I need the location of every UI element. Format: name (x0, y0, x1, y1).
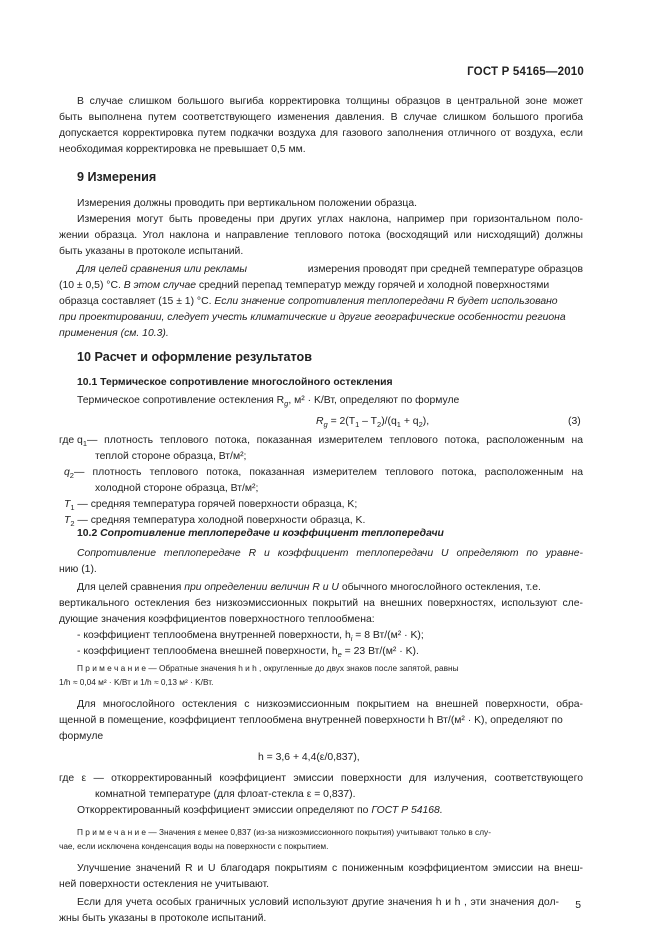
note: чае, если исключена конденсация воды на поверхности с покрытием. (59, 841, 329, 851)
subsection-10-1-title: 10.1 Термическое сопротивление многослойного остекления (77, 377, 393, 388)
where-item: $T_2$ — средняя температура холодной поверхности образца, K. (64, 515, 366, 529)
where-item: $T_1$ — средняя температура горячей поверхности образца, K; (64, 499, 358, 513)
formula-3: $R_g = 2(T_1 - T_2)/(q_1 + q_2)$, (316, 416, 430, 430)
where-item: где $q_1$ — плотность теплового потока, показанная измерителем теплового потока, расположенным на (59, 435, 583, 449)
intro-line: В случае слишком большого выгиба корректировка толщины образцов в центральной зоне может (77, 96, 583, 107)
s9-text: образца составляет (15 ± 1) °С. (59, 296, 215, 307)
s10-paragraph: Для многослойного остекления с низкоэмиссионным покрытием на внешней поверхности, обра- (77, 699, 583, 710)
document-header: ГОСТ Р 54165—2010 (467, 66, 584, 78)
intro-line: допускается корректировка путем подкачки воздуха для газового заполнения отличного от воздуха, если (59, 128, 583, 139)
s10-paragraph: дующие значения коэффициентов поверхностного теплообмена: (59, 614, 375, 625)
s9-italic-phrase: Для целей сравнения или рекламы (77, 264, 248, 275)
s9-text: средний перепад температур между горячей и холодной поверхностями (196, 280, 550, 291)
note: П р и м е ч а н и е — Значения ε менее 0,837 (из-за низкоэмиссионного покрытия) учитывают только в слу- (77, 827, 491, 837)
s9-paragraph: применения (см. 10.3). (59, 328, 169, 339)
s9-paragraph: при проектировании, следует учесть климатические и другие географические особенности региона (59, 312, 566, 323)
s10-paragraph: Откорректированный коэффициент эмиссии определяют по ГОСТ Р 54168. (77, 805, 443, 816)
s9-paragraph (59, 294, 583, 310)
formula-hi: h = 3,6 + 4,4(ε/0,837), (258, 752, 360, 763)
s10-paragraph: Улучшение значений R и U благодаря покрытиям с пониженным коэффициентом эмиссии на внеш- (77, 863, 583, 874)
s9-paragraph: Измерения должны проводить при вертикальном положении образца. (77, 198, 418, 209)
note: 1/h ≈ 0,04 м² · K/Вт и 1/h ≈ 0,13 м² · K/Вт. (59, 677, 214, 687)
formula-3-number: (3) (568, 416, 581, 427)
intro-line: быть выполнена путем соответствующего изменения давления. В случае слишком большого прогиба (59, 112, 583, 123)
where-item: комнатной температуре (для флоат-стекла ε = 0,837). (95, 789, 356, 800)
s9-paragraph (77, 262, 583, 278)
intro-line: необходимая корректировка не превышает 0,5 мм. (59, 144, 306, 155)
s9-paragraph: жении образца. Угол наклона и направление теплового потока (восходящий или нисходящий) должны (59, 230, 583, 241)
page-number: 5 (575, 900, 581, 911)
s10-paragraph: вертикального остекления без низкоэмиссионных покрытий на внешних поверхностях, используют сле- (59, 598, 583, 609)
s9-paragraph: быть указаны в протоколе испытаний. (59, 246, 244, 257)
s10-paragraph: жны быть указаны в протоколе испытаний. (59, 913, 267, 924)
s9-text: (10 ± 0,5) °С. (59, 280, 124, 291)
s10-paragraph: Сопротивление теплопередаче R и коэффициент теплопередачи U определяют по уравне- (77, 548, 583, 559)
s10-paragraph: формуле (59, 731, 104, 742)
where-item: холодной стороне образца, Вт/м²; (95, 483, 259, 494)
s10-paragraph: ней поверхности остекления не учитывают. (59, 879, 270, 890)
list-item: - коэффициент теплообмена внешней поверхности, $h_e = 23$ Вт/(м² · K). (77, 646, 419, 660)
s9-italic-phrase: Если значение сопротивления теплопередачи R будет использовано (214, 296, 558, 307)
list-item: - коэффициент теплообмена внутренней поверхности, $h_i = 8$ Вт/(м² · K); (77, 630, 424, 644)
subsection-10-2-title: 10.2 Сопротивление теплопередаче и коэффициент теплопередачи (77, 528, 444, 539)
s10-paragraph: Если для учета особых граничных условий используют другие значения h и h , эти значения дол- (77, 897, 559, 908)
s10-paragraph: Для целей сравнения при определении величин R и U обычного многослойного остекления, т.е. (77, 582, 541, 593)
where-item: теплой стороне образца, Вт/м²; (95, 451, 247, 462)
where-item: где ε — откорректированный коэффициент эмиссии поверхности для излучения, соответствующего (59, 773, 583, 784)
s9-italic-phrase: В этом случае (123, 280, 197, 291)
s10-paragraph: Термическое сопротивление остекления $R_g$, м² · K/Вт, определяют по формуле (77, 395, 460, 409)
section-10-title: 10 Расчет и оформление результатов (77, 350, 312, 364)
s9-text: измерения проводят при средней температуре образцов (307, 264, 583, 275)
s9-paragraph (59, 278, 583, 294)
section-9-title: 9 Измерения (77, 170, 157, 184)
s9-paragraph: Измерения могут быть проведены при других углах наклона, например при горизонтальном поло- (77, 214, 583, 225)
s10-paragraph: нию (1). (59, 564, 97, 575)
note: П р и м е ч а н и е — Обратные значения h и h , округленные до двух знаков после запятой, равны (77, 663, 459, 673)
where-item: $q_2$ — плотность теплового потока, показанная измерителем теплового потока, расположенным на (64, 467, 583, 481)
s10-paragraph: щенной в помещение, коэффициент теплообмена внутренней поверхности h Вт/(м² · K), определяют по (59, 715, 563, 726)
